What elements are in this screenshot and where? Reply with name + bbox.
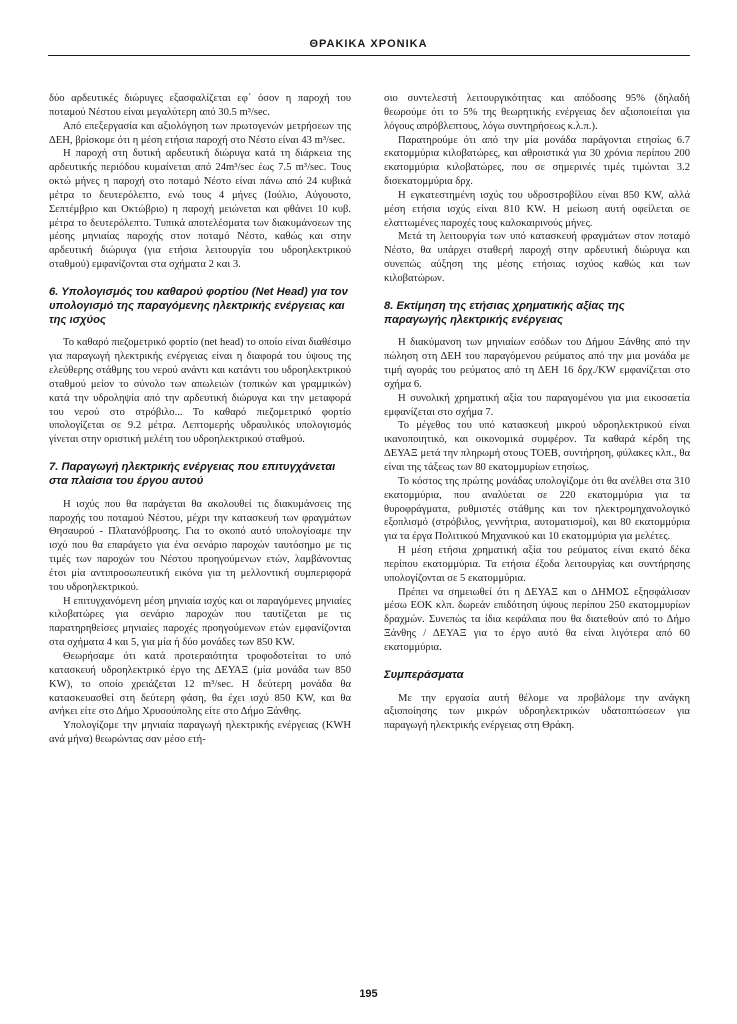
section-heading-7: 7. Παραγωγή ηλεκτρικής ενέργειας που επιτυγχάνεται στα πλαίσια του έργου αυτού — [49, 461, 336, 487]
paragraph: Η μέση ετήσια χρηματική αξία του ρεύματος είναι εκατό δέκα περίπου εκατομμύρια. Τα ετήσια έξοδα λειτουργίας και συντήρησης υπολογίζονται σε 5 εκατομμύρια. — [384, 545, 690, 584]
paragraph: Το κόστος της πρώτης μονάδας υπολογίζομε ότι θα ανέλθει στα 310 εκατομμύρια, που αναλύεται σε 220 εκατομμύρια για τα θυροφράγματα, ρυθμιστές στάθμης και τον ηλεκτρομηχανολογικό εξοπλισμό (στρόβιλος, γεννήτρια, αυτοματισμοί), και 80 εκατομμύρια για τα έργα Πολιτικού Μηχανικού και 10 εκατομμύρια για μελέτες. — [384, 475, 690, 543]
paragraph: σιο συντελεστή λειτουργικότητας και απόδοσης 95% (δηλαδή θεωρούμε ότι το 5% της θεωρητικής ενέργειας δεν αξιοποιείται για λόγους απρόβλεπτους, λόγω συντηρήσεως κ.λ.π.). — [384, 93, 690, 132]
running-header: ΘΡΑΚΙΚΑ ΧΡΟΝΙΚΑ — [309, 38, 428, 50]
paragraph: Πρέπει να σημειωθεί ότι η ΔΕΥΑΞ και ο ΔΗΜΟΣ εξησφάλισαν μέσω ΕΟΚ κλπ. δωρεάν επιδότηση ύψους περίπου 250 εκατομμυρίων δραχμών. Συνεπώς τα ίδια κεφάλαια που θα διατεθούν από το Δήμο Ξάνθης / ΔΕΥΑΞ για το έργο αυτό θα είναι λιγότερα από 60 εκατομμύρια. — [384, 586, 690, 653]
paragraph: Από επεξεργασία και αξιολόγηση των πρωτογενών μετρήσεων της ΔΕΗ, βρίσκομε ότι η μέση ετήσια παροχή στο Νέστο είναι 43 m³/sec. — [49, 120, 351, 146]
paragraph: Η παροχή στη δυτική αρδευτική διώρυγα κατά τη διάρκεια της αρδευτικής περιόδου κυμαίνεται από 24m³/sec έως 7.5 m³/sec. Τους οκτώ μήνες η παροχή στο ποταμό Νέστο είναι πάνω από 24 κυβικά μέτρα το δευτερόλεπτο, ενώ τους 4 μήνες (Ιούλιο, Αύγουστο, Σεπτέμβριο και Οκτώβριο) η παροχή μειώνεται και φθάνει 10 κυβ. μέτρα το δευτερόλεπτο. Τυπικά αποτελέσματα των διακυμάνσεων της μέσης μηνιαίας παροχής στον ποταμό Νέστο, καθώς και στην αρδευτική διώρυγα (για ετήσια λειτουργία του υδροηλεκτρικού σταθμού) εμφανίζονται στα σχήματα 2 και 3. — [49, 148, 351, 271]
paragraph: Μετά τη λειτουργία των υπό κατασκευή φραγμάτων στον ποταμό Νέστο, θα υπάρχει σταθερή παροχή στην αρδευτική διώρυγα και συνεπώς αύξηση της μέσης ετήσιας ισχύος καθώς και των κιλοβατώρων. — [384, 231, 690, 284]
paragraph: Η διακύμανση των μηνιαίων εσόδων του Δήμου Ξάνθης από την πώληση στη ΔΕΗ του παραγόμενου ρεύματος από την μια μονάδα με τιμή αγοράς του ρεύματος από τη ΔΕΗ 16 δρχ./KW εμφανίζεται στο σχήμα 6. — [384, 337, 690, 390]
paragraph: Η ισχύς που θα παράγεται θα ακολουθεί τις διακυμάνσεις της παροχής του ποταμού Νέστου, μέχρι την κατασκευή των φραγμάτων Θησαυρού - Πλατανόβρυσης. Για το σκοπό αυτό υπολογίσαμε την ισχύ που θα επαράγετο για ένα σενάριο παροχών ταυτόσημο με τις τιμές των παροχών του Νέστου προηγούμενων ετών, λαμβάνοντας έτσι μία αντιπροσωπευτική εικόνα για τη μελλοντική συμπεριφορά του υδροηλεκτρικού. — [49, 498, 351, 593]
paragraph: Με την εργασία αυτή θέλομε να προβάλομε την ανάγκη αξιοποίησης των μικρών υδροηλεκτρικών υδατοπτώσεων για παραγωγή ηλεκτρικής ενέργειας στη Θράκη. — [384, 692, 690, 732]
page-number: 195 — [359, 988, 378, 1000]
paragraph: Υπολογίζομε την μηνιαία παραγωγή ηλεκτρικής ενέργειας (KWH ανά μήνα) θεωρώντας σαν μέσο ετή- — [49, 720, 351, 746]
paragraph: Παρατηρούμε ότι από την μία μονάδα παράγονται ετησίως 6.7 εκατομμύρια κιλοβατώρες, και αθροιστικά για 30 χρόνια περίπου 200 εκατομμύρια κιλοβατώρες, που σε σημερινές τιμές τιμώνται 3.2 δισεκατομμύρια δρχ. — [384, 134, 690, 188]
paragraph: Η εγκατεστημένη ισχύς του υδροστροβίλου είναι 850 KW, αλλά μέση ετήσια ισχύς είναι 810 KW. Η μείωση αυτή οφείλεται σε ελαττωμένες παροχές τους καλοκαιρινούς μήνες. — [384, 189, 690, 229]
paragraph: δύο αρδευτικές διώρυγες εξασφαλίζεται εφ΄ όσον η παροχή του ποταμού Νέστου είναι μεγαλύτερη από 30.5 m³/sec. — [49, 93, 351, 118]
header-rule — [48, 55, 690, 56]
paragraph: Η συνολική χρηματική αξία του παραγομένου για μια εικοσαετία εμφανίζεται στο σχήμα 7. — [384, 392, 690, 418]
paragraph: Το μέγεθος του υπό κατασκευή μικρού υδροηλεκτρικού είναι ικανοποιητικό, και οικονομικά συμφέρον. Τα καθαρά κέρδη της ΔΕΥΑΞ μετά την πληρωμή στους ΤΟΕΒ, συντήρηση, φύλακες κλπ., θα είναι της τάξεως των 80 εκατομμυρίων ετησίως. — [384, 420, 690, 473]
left-column — [49, 92, 351, 747]
section-heading-6: 6. Υπολογισμός του καθαρού φορτίου (Net Head) για τον υπολογισμό της παραγόμενης ηλεκτρικής ενέργειας και της ισχύος — [49, 285, 348, 326]
paragraph: Θεωρήσαμε ότι κατά προτεραιότητα τροφοδοτείται το υπό κατασκευή υδροηλεκτρικό έργο της ΔΕΥΑΞ (μία μονάδα των 850 KW), το οποίο χρειάζεται 12 m³/sec. Η δεύτερη μονάδα θα κατασκευασθεί στη δεύτερη φάση, θα έχει ισχύ 850 KW, και θα ανήκει είτε στο Δήμο Χρυσούπολης είτε στο Δήμο Ξάνθης. — [49, 650, 351, 718]
paragraph: Η επιτυγχανόμενη μέση μηνιαία ισχύς και οι παραγόμενες μηνιαίες κιλοβατώρες για σενάριο παροχών που ταυτίζεται με τις παρατηρηθείσες μηνιαίες παροχές προηγούμενων ετών εμφανίζονται στα σχήματα 4 και 5, για μία ή δύο μονάδες των 850 KW. — [49, 595, 351, 649]
section-heading-8: 8. Εκτίμηση της ετήσιας χρηματικής αξίας της παραγωγής ηλεκτρικής ενέργειας — [384, 299, 625, 326]
right-column — [384, 92, 690, 733]
paragraph: Το καθαρό πιεζομετρικό φορτίο (net head) το οποίο είναι διαθέσιμο για παραγωγή ηλεκτρικής ενέργειας είναι η διαφορά του ύψους της ελεύθερης στάθμης του νερού ανάντι και κατάντι του υδροηλεκτρικού σταθμού μείον το σύνολο των απωλειών (τοπικών και γραμμικών) κατά την υδροληψία από την αρδευτική διώρυγα και την μεταφορά του νερού στο στρόβιλο... Το καθαρό πιεζομετρικό φορτίο υπολογίζεται σε 9.2 μέτρα. Λεπτομερής υδραυλικός υπολογισμός γίνεται στην οριστική μελέτη του υδροηλεκτρικού σταθμού. — [49, 337, 351, 446]
section-heading-conclusions: Συμπεράσματα — [384, 668, 464, 681]
